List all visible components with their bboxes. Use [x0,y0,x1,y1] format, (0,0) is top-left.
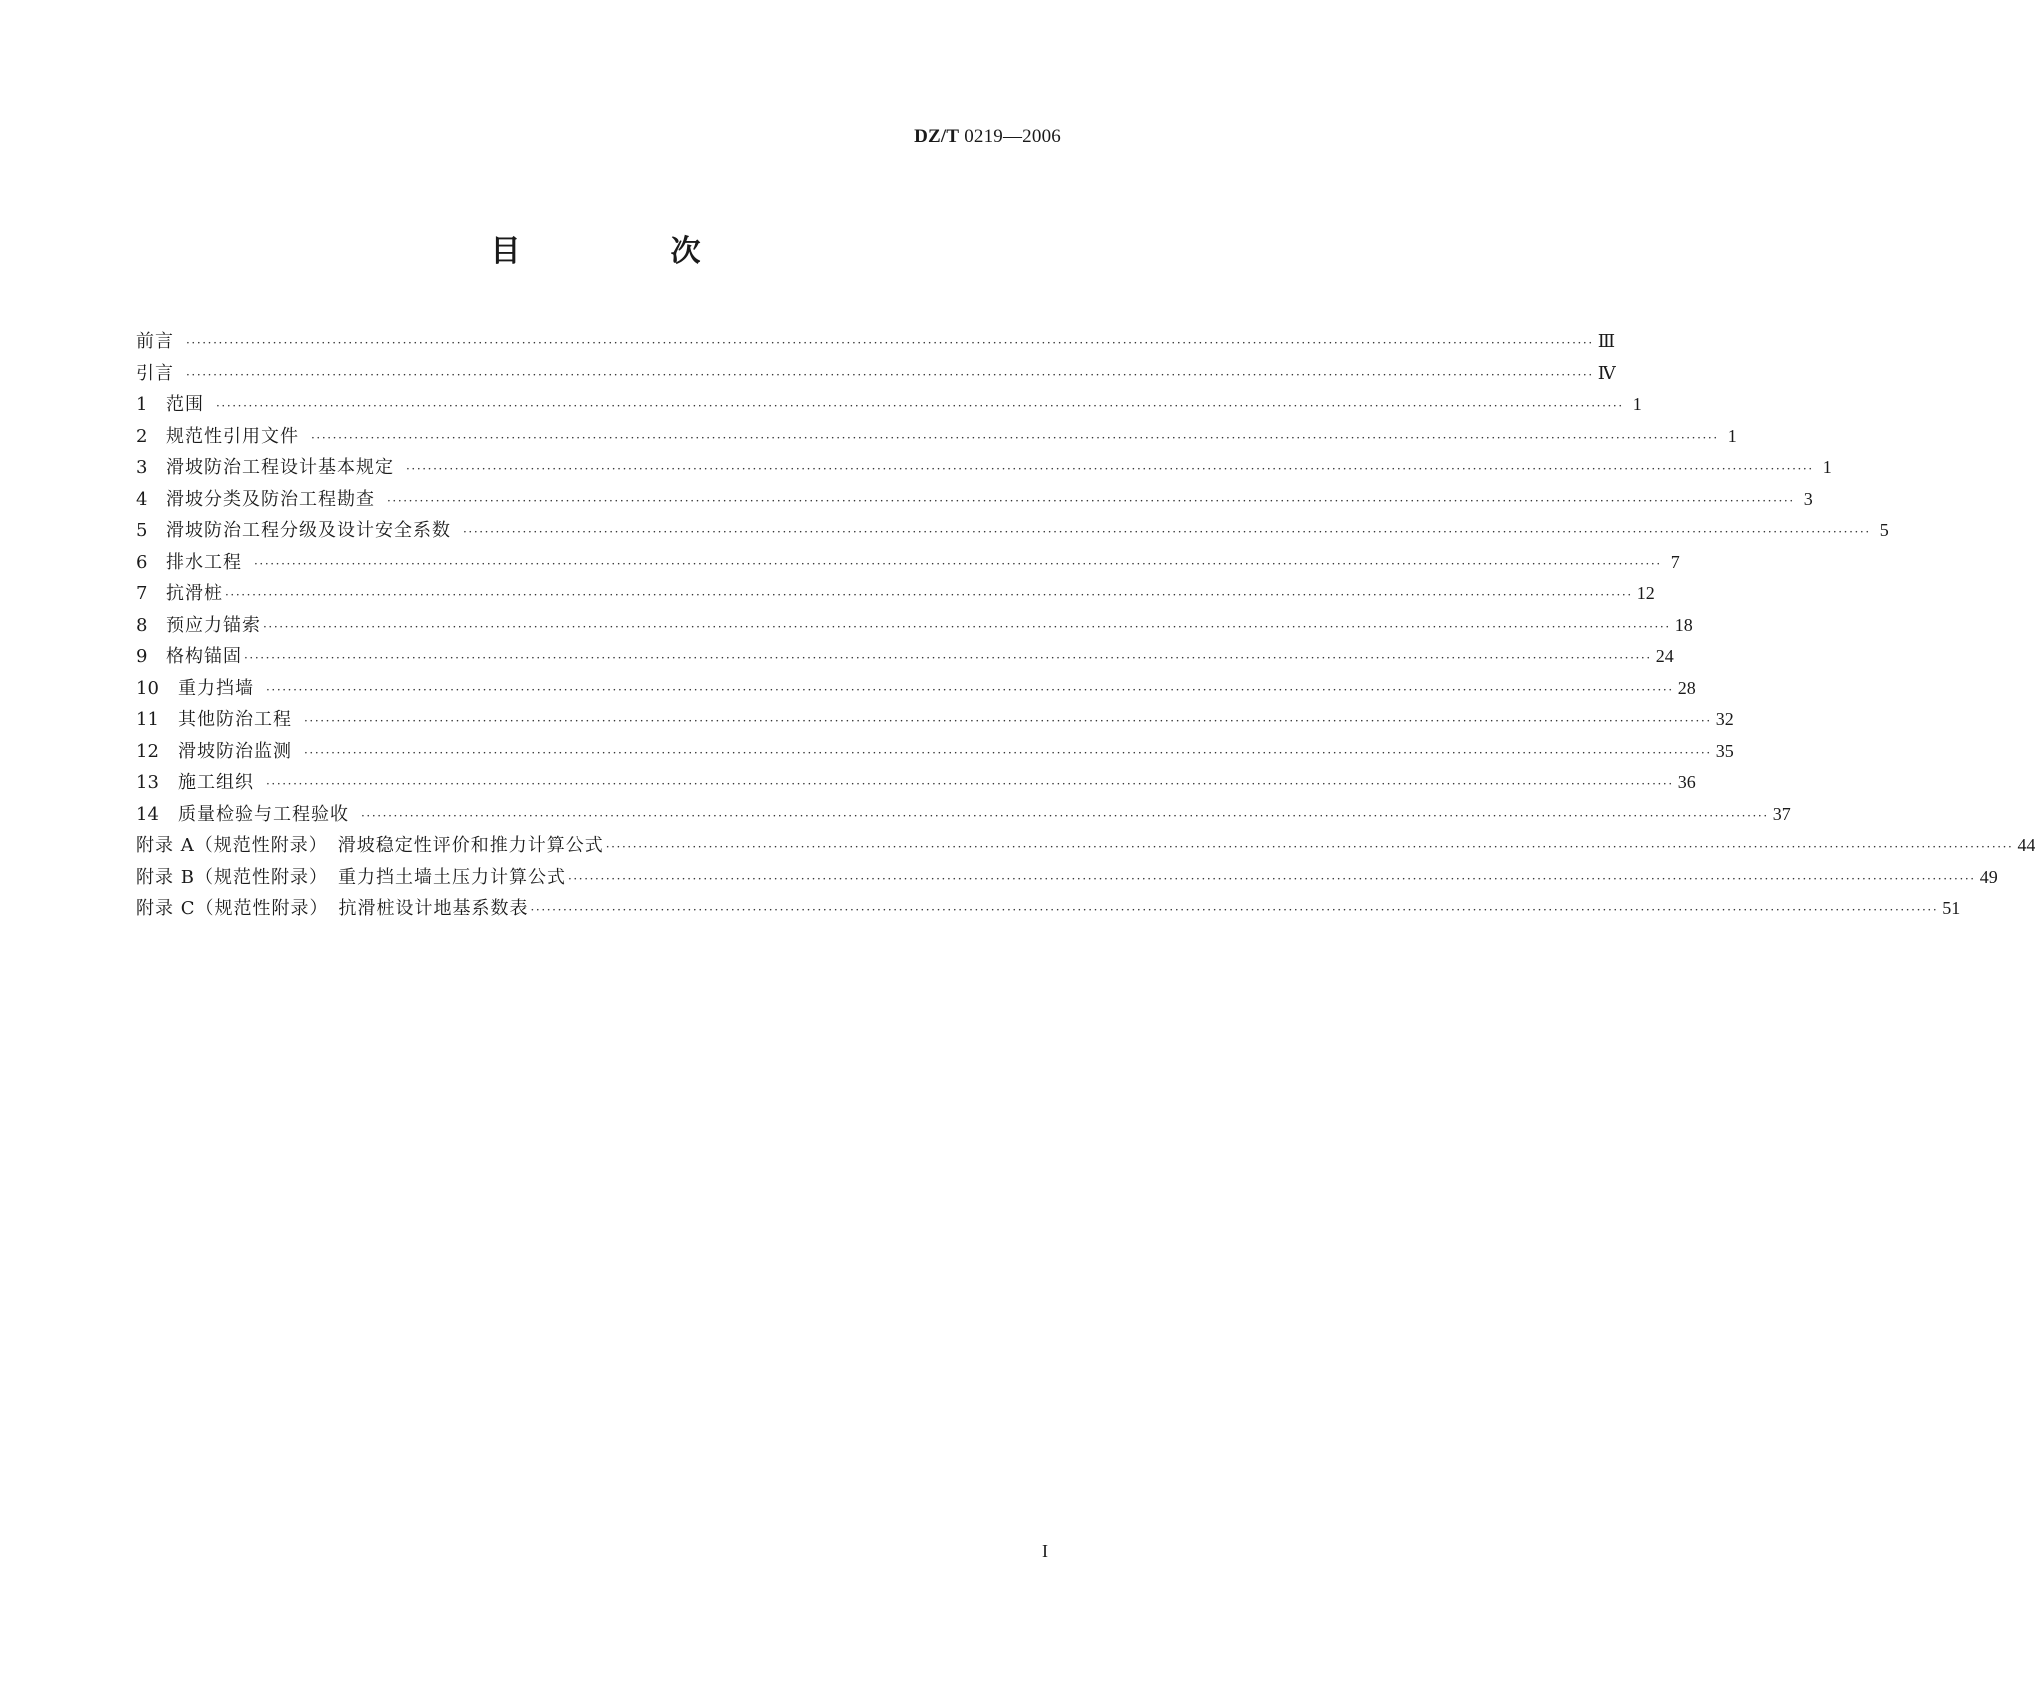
toc-entry[interactable] [136,768,1696,800]
toc-entry-label: 附录 C（规范性附录） 抗滑桩设计地基系数表 [136,898,529,919]
toc-entry-label: 引言 [136,362,174,384]
toc-leader-dots: ···································································································································································································································································· [361,808,1769,823]
toc-entry-page: 5 [1879,520,1889,540]
toc-leader-dots: ···································································································································································································································································· [406,462,1814,476]
toc-entry[interactable] [136,516,1889,548]
toc-entry[interactable] [136,894,1961,926]
toc-entry-number: 5 [136,520,148,541]
toc-entry-number: 2 [136,425,148,447]
toc-entry-page: 36 [1677,772,1696,792]
toc-entry-label: 范围 [166,394,204,415]
toc-entry[interactable] [136,863,1998,895]
toc-entry-label: 质量检验与工程验收 [178,803,349,825]
toc-entry[interactable] [136,390,1642,422]
toc-leader-dots: ···································································································································································································································································· [263,619,1671,634]
toc-leader-dots: ···································································································································································································································································· [244,651,1652,665]
toc-entry-number: 11 [136,709,159,730]
toc-entry[interactable] [136,485,1813,517]
toc-title: 目 次 [490,234,761,269]
toc-entry-label: 前言 [136,331,174,352]
toc-entry-number: 6 [136,551,148,573]
toc-leader-dots: ···································································································································································································································································· [266,777,1674,791]
toc-entry-number: 14 [136,803,159,825]
toc-entry-label: 格构锚固 [166,646,242,667]
toc-entry-number: 9 [136,646,148,667]
toc-entry-number: 8 [136,614,148,636]
toc-leader-dots: ···································································································································································································································································· [225,588,1633,602]
toc-entry[interactable] [136,831,2035,863]
toc-entry-label: 滑坡防治工程分级及设计安全系数 [166,520,451,541]
toc-entry[interactable] [136,422,1737,454]
toc-entry-number: 7 [136,583,148,604]
toc-entry-page: 18 [1674,614,1693,635]
toc-leader-dots: ···································································································································································································································································· [186,367,1594,382]
toc-entry-label: 附录 B（规范性附录） 重力挡土墙土压力计算公式 [136,866,566,888]
toc-entry-label: 滑坡防治监测 [178,740,292,762]
toc-entry-label: 滑坡分类及防治工程勘查 [166,488,375,510]
page-number: I [1042,1541,1048,1561]
toc-leader-dots: ···································································································································································································································································· [266,682,1674,697]
toc-entry-page: 35 [1715,740,1734,761]
toc-entry[interactable] [136,800,1791,832]
standard-code-prefix: DZ/T [914,126,960,147]
toc-entry-page: 3 [1803,488,1813,509]
toc-entry[interactable] [136,327,1616,359]
toc-entry-page: 7 [1670,551,1680,572]
toc-entry-page: 32 [1715,709,1734,729]
toc-entry-page: 24 [1655,646,1674,666]
toc-leader-dots: ···································································································································································································································································· [463,525,1871,539]
toc-entry[interactable] [136,548,1680,580]
toc-entry-page: 37 [1772,803,1791,824]
toc-entry-label: 附录 A（规范性附录） 滑坡稳定性评价和推力计算公式 [136,835,604,856]
toc-entry[interactable] [136,359,1616,391]
toc-leader-dots: ···································································································································································································································································· [304,745,1712,760]
toc-entry[interactable] [136,674,1696,706]
toc-entry-number: 10 [136,677,159,699]
toc-entry-label: 预应力锚索 [166,614,261,636]
toc-leader-dots: ···································································································································································································································································· [605,840,2014,854]
standard-code [914,126,1061,148]
toc-leader-dots: ···································································································································································································································································· [530,903,1939,917]
toc-entry-label: 其他防治工程 [178,709,292,730]
toc-entry-label: 抗滑桩 [166,583,223,604]
toc-entry-label: 规范性引用文件 [166,425,299,447]
toc-entry-page: Ⅳ [1597,362,1616,383]
toc-entry[interactable] [136,579,1655,611]
toc-leader-dots: ···································································································································································································································································· [304,714,1712,728]
standard-code-number: 0219—2006 [964,126,1061,147]
toc-entry-page: 49 [1979,866,1998,887]
toc-leader-dots: ···································································································································································································································································· [567,871,1976,886]
toc-entry-label: 施工组织 [178,772,254,793]
toc-entry-number: 4 [136,488,148,510]
toc-entry-number: 13 [136,772,159,793]
toc-entry-page: 1 [1632,394,1642,414]
toc-entry[interactable] [136,642,1674,674]
table-of-contents [136,327,2035,926]
toc-entry-page: 1 [1727,425,1737,446]
toc-leader-dots: ···································································································································································································································································· [311,430,1719,445]
toc-leader-dots: ···································································································································································································································································· [216,399,1624,413]
toc-entry-label: 重力挡墙 [178,677,254,699]
toc-entry-page: 28 [1677,677,1696,698]
toc-leader-dots: ···································································································································································································································································· [254,556,1662,571]
toc-entry[interactable] [136,737,1734,769]
toc-entry-number: 3 [136,457,148,478]
toc-entry-label: 排水工程 [166,551,242,573]
toc-leader-dots: ···································································································································································································································································· [387,493,1795,508]
toc-entry-number: 1 [136,394,148,415]
toc-entry-page: 44 [2017,835,2035,855]
toc-entry[interactable] [136,705,1734,737]
toc-entry-page: 1 [1822,457,1832,477]
toc-entry-page: 12 [1636,583,1655,603]
toc-entry-number: 12 [136,740,159,762]
toc-entry[interactable] [136,611,1693,643]
toc-entry-label: 滑坡防治工程设计基本规定 [166,457,394,478]
toc-entry-page: 51 [1942,898,1961,918]
toc-leader-dots: ···································································································································································································································································· [186,336,1594,350]
toc-entry[interactable] [136,453,1832,485]
toc-entry-page: Ⅲ [1597,331,1616,351]
